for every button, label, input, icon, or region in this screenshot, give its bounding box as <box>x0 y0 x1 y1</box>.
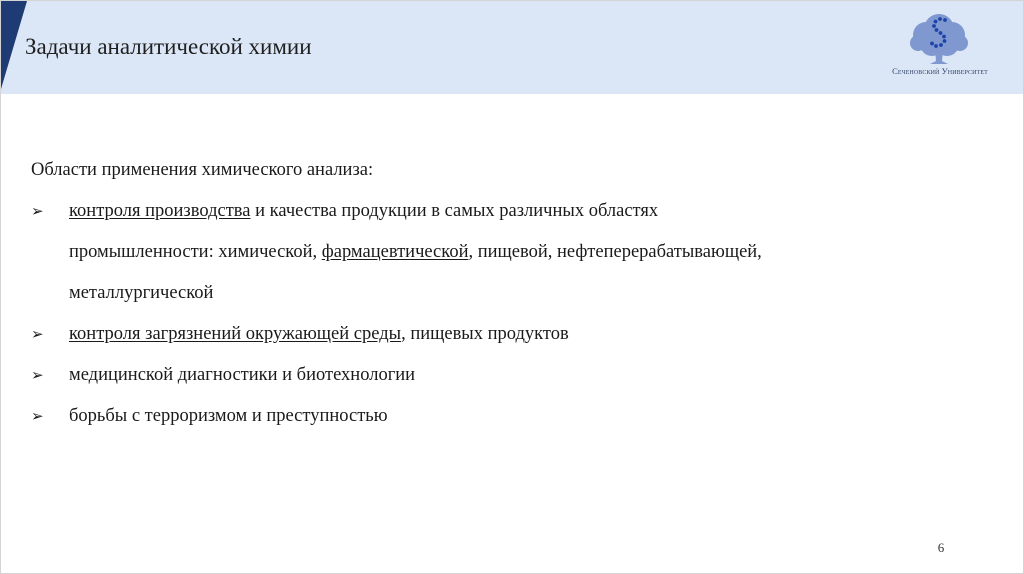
slide-header <box>1 1 1023 94</box>
tree-s-logo-icon <box>905 11 973 65</box>
university-logo <box>885 11 995 81</box>
underlined-phrase: фармацевтической <box>321 242 469 262</box>
arrow-bullet-icon: ➢ <box>31 202 44 220</box>
logo-caption: Сеченовский Университет <box>892 66 988 76</box>
bullet-item <box>31 191 991 314</box>
underlined-phrase: контроля загрязнений окружающей среды <box>69 324 402 344</box>
bullet-list <box>31 191 991 437</box>
slide-content <box>31 150 991 437</box>
slide-title: Задачи аналитической химии <box>25 34 312 59</box>
page-number: 6 <box>937 540 945 555</box>
bullet-text: промышленности: химической, <box>69 242 322 262</box>
bullet-text: и качества продукции в самых различных областях <box>250 201 659 221</box>
arrow-bullet-icon: ➢ <box>31 407 44 425</box>
bullet-item <box>31 355 991 396</box>
bullet-text: , пищевых продуктов <box>401 324 569 344</box>
bullet-text: медицинской диагностики и биотехнологии <box>69 365 416 385</box>
arrow-bullet-icon: ➢ <box>31 325 44 343</box>
bullet-item <box>31 396 991 437</box>
arrow-bullet-icon: ➢ <box>31 366 44 384</box>
bullet-text: металлургической <box>69 283 214 303</box>
bullet-item <box>31 314 991 355</box>
underlined-phrase: контроля производства <box>69 201 251 221</box>
intro-text: Области применения химического анализа: <box>31 160 374 180</box>
bullet-text: , пищевой, нефтеперерабатывающей, <box>468 242 762 262</box>
bullet-text: борьбы с терроризмом и преступностью <box>69 406 388 426</box>
